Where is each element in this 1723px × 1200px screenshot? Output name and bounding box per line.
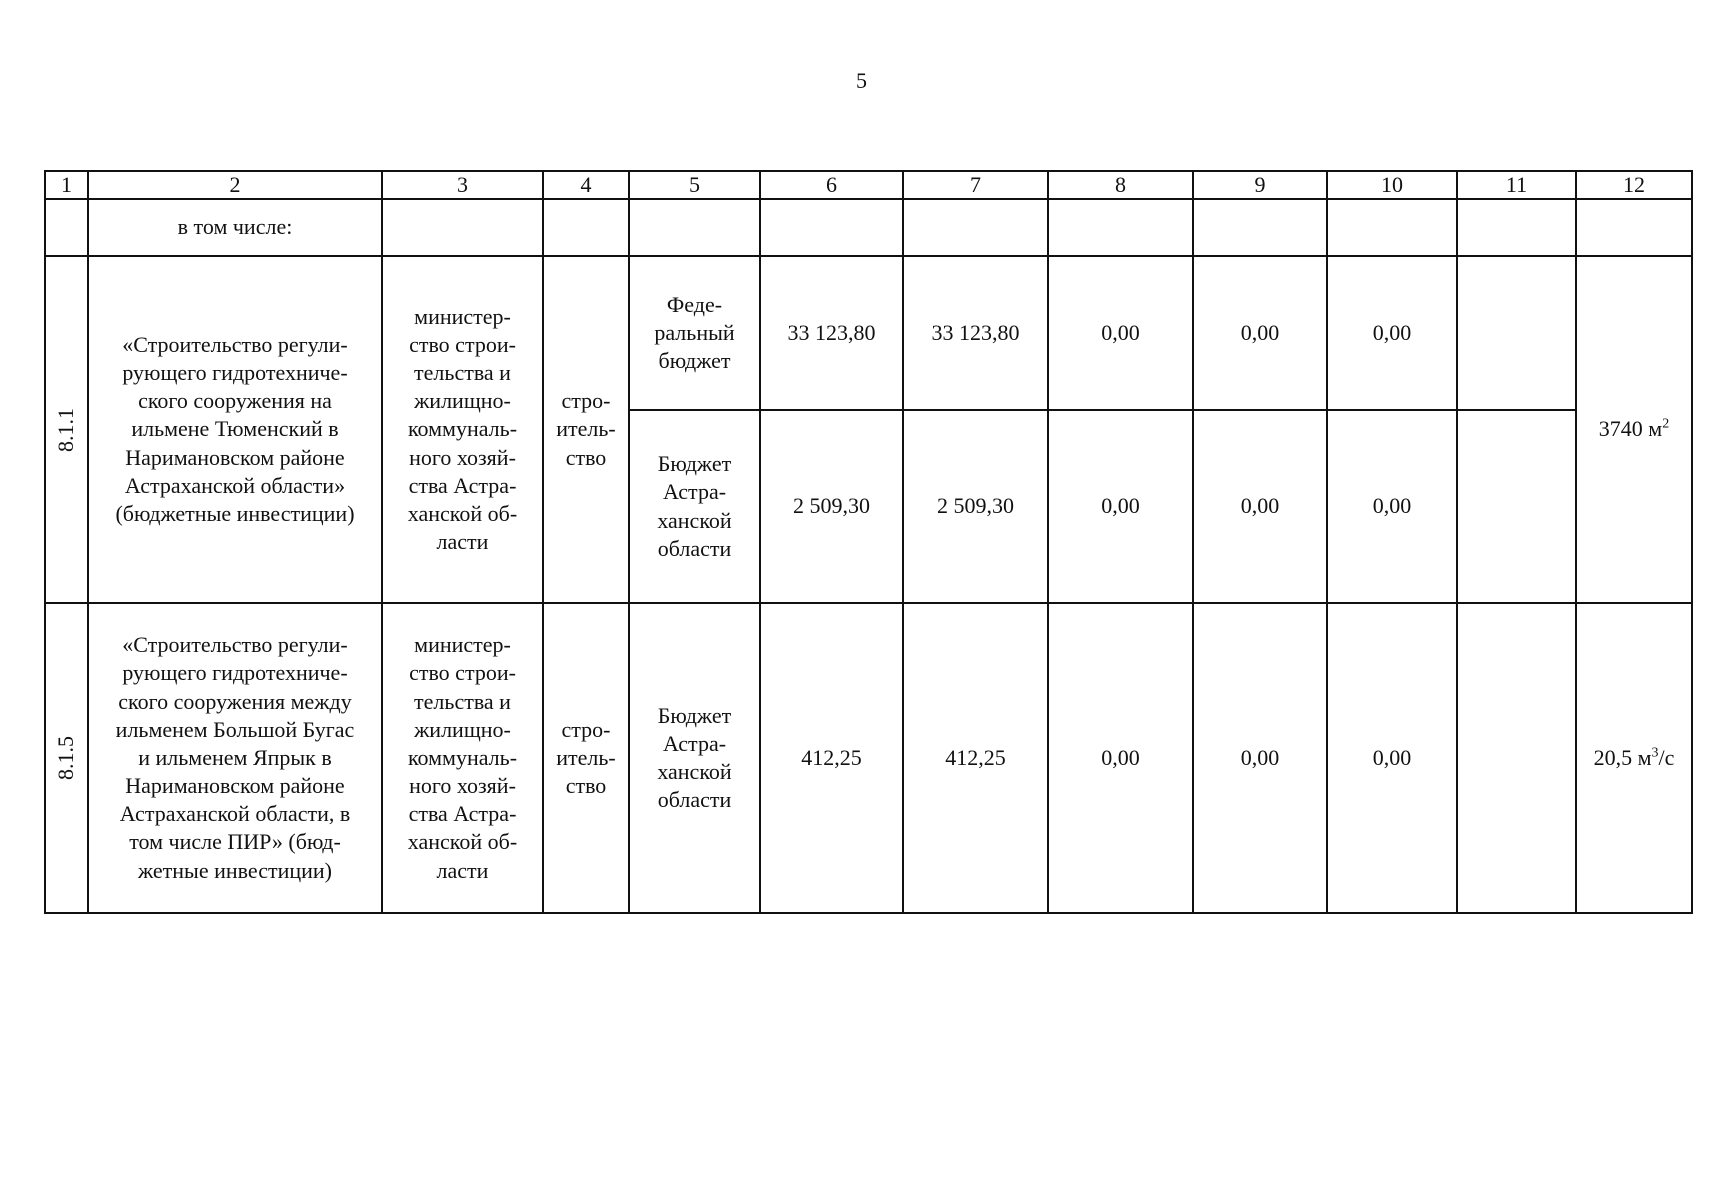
header-cell: 7 xyxy=(903,171,1048,199)
result-unit-tail: /с xyxy=(1658,744,1675,770)
value-cell: 0,00 xyxy=(1048,410,1193,603)
table-row xyxy=(45,256,1692,410)
result-cell xyxy=(1576,603,1692,913)
value-cell: 412,25 xyxy=(760,603,903,913)
header-cell: 12 xyxy=(1576,171,1692,199)
header-cell: 5 xyxy=(629,171,760,199)
row-number: 8.1.1 xyxy=(53,407,79,452)
value-cell: 0,00 xyxy=(1327,256,1457,410)
header-cell: 11 xyxy=(1457,171,1576,199)
value-cell: 0,00 xyxy=(1193,410,1327,603)
header-cell: 9 xyxy=(1193,171,1327,199)
header-cell: 10 xyxy=(1327,171,1457,199)
activity-type: стро- итель- ство xyxy=(543,256,629,603)
result-superscript: 3 xyxy=(1651,745,1659,761)
header-cell: 3 xyxy=(382,171,543,199)
subheader-label: в том числе: xyxy=(88,199,382,256)
result-cell xyxy=(1576,256,1692,603)
value-cell: 2 509,30 xyxy=(903,410,1048,603)
executor: министер- ство строи- тельства и жилищно- коммуналь- ного хозяй- ства Астра- ханской об- ласти xyxy=(382,256,543,603)
value-cell: 33 123,80 xyxy=(760,256,903,410)
header-cell: 8 xyxy=(1048,171,1193,199)
table-row xyxy=(45,603,1692,913)
header-cell: 2 xyxy=(88,171,382,199)
value-cell: 0,00 xyxy=(1048,603,1193,913)
header-row xyxy=(45,171,1692,199)
subheader-row xyxy=(45,199,1692,256)
row-number: 8.1.5 xyxy=(53,736,79,780)
value-cell: 0,00 xyxy=(1327,603,1457,913)
activity-type: стро- итель- ство xyxy=(543,603,629,913)
value-cell: 2 509,30 xyxy=(760,410,903,603)
value-cell: 0,00 xyxy=(1327,410,1457,603)
header-cell: 6 xyxy=(760,171,903,199)
project-name: «Строительство регули- рующего гидротехниче- ского сооружения между ильменем Большой Бугас и ильменем Япрык в Наримановском районе Астраханской области, в том числе ПИР» (бюд- жетные инвестиции) xyxy=(88,603,382,913)
value-cell: 412,25 xyxy=(903,603,1048,913)
value-cell: 0,00 xyxy=(1193,603,1327,913)
value-cell: 33 123,80 xyxy=(903,256,1048,410)
value-cell xyxy=(1457,410,1576,603)
value-cell xyxy=(1457,603,1576,913)
funding-source: Бюджет Астра- ханской области xyxy=(629,410,760,603)
header-cell: 1 xyxy=(45,171,88,199)
row-number-cell xyxy=(45,256,88,603)
budget-table xyxy=(44,170,1693,914)
result-value: 3740 м xyxy=(1598,416,1663,442)
value-cell xyxy=(1457,256,1576,410)
result-superscript: 2 xyxy=(1662,417,1670,433)
page-number: 5 xyxy=(856,68,867,93)
executor: министер- ство строи- тельства и жилищно- коммуналь- ного хозяй- ства Астра- ханской об- ласти xyxy=(382,603,543,913)
header-cell: 4 xyxy=(543,171,629,199)
value-cell: 0,00 xyxy=(1193,256,1327,410)
project-name: «Строительство регули- рующего гидротехниче- ского сооружения на ильмене Тюменский в Наримановском районе Астраханской области» (бюджетные инвестиции) xyxy=(88,256,382,603)
funding-source: Бюджет Астра- ханской области xyxy=(629,603,760,913)
value-cell: 0,00 xyxy=(1048,256,1193,410)
result-value: 20,5 м xyxy=(1593,744,1652,770)
funding-source: Феде- ральный бюджет xyxy=(629,256,760,410)
row-number-cell xyxy=(45,603,88,913)
